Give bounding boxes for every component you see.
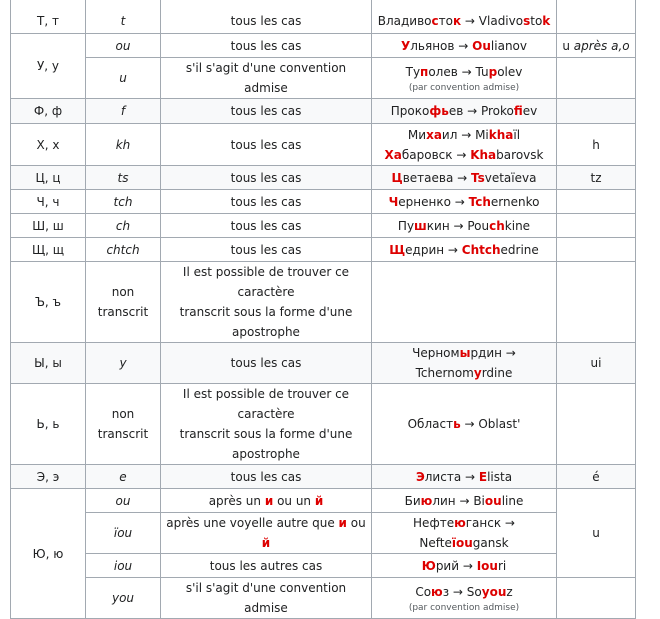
text-segment: ганск → Nefte: [419, 516, 515, 550]
condition: tous les cas: [161, 190, 372, 214]
cyrillic-letter: Ф, ф: [11, 99, 86, 124]
text-segment: Област: [407, 417, 454, 431]
highlighted-letters: с: [431, 14, 439, 28]
highlighted-letters: Ч: [388, 194, 399, 209]
note-cell: tz: [557, 166, 636, 190]
text-segment: lianov: [490, 38, 527, 53]
note-cell: [557, 384, 636, 465]
latin-transcription: y: [86, 343, 161, 384]
text-segment: olev: [497, 65, 523, 79]
text-segment: ou un: [273, 493, 315, 508]
highlighted-letters: У: [400, 38, 411, 53]
text-segment: Ту: [405, 65, 421, 79]
text-segment: line: [501, 493, 524, 508]
condition: tous les cas: [161, 124, 372, 166]
note-cell: u: [557, 489, 636, 578]
note-cell: [557, 262, 636, 343]
highlighted-letters: s: [523, 14, 531, 28]
text-segment: ou: [346, 516, 366, 530]
text-segment: Би: [404, 493, 421, 508]
condition: tous les cas: [161, 343, 372, 384]
table-row: [11, 166, 636, 190]
highlighted-letters: ха: [426, 127, 442, 142]
example: [372, 99, 557, 124]
cyrillic-letter: Ш, ш: [11, 214, 86, 238]
note-cell: [557, 58, 636, 99]
highlighted-letters: Ха: [384, 147, 402, 162]
table-row: [11, 262, 636, 343]
table-row: [11, 124, 636, 166]
condition: Il est possible de trouver ce caractère transcrit sous la forme d'une apostrophe: [161, 384, 372, 465]
highlighted-letters: ïou: [451, 536, 473, 550]
highlighted-letters: Kha: [470, 147, 497, 162]
latin-transcription: kh: [86, 124, 161, 166]
cyrillic-letter: Ю, ю: [11, 489, 86, 619]
text-segment: Пу: [397, 218, 415, 233]
text-segment: ri: [497, 558, 507, 573]
text-segment: Со: [415, 585, 432, 599]
highlighted-letters: п: [420, 65, 429, 79]
condition: s'il s'agit d'une convention admise: [161, 58, 372, 99]
text-segment: ernenko: [490, 194, 540, 209]
highlighted-letters: y: [473, 366, 482, 380]
highlighted-letters: ou: [484, 493, 502, 508]
note-cell: [557, 190, 636, 214]
text-segment: листа →: [424, 469, 479, 484]
text-segment: ерненко →: [398, 194, 469, 209]
text-segment: to: [530, 14, 543, 28]
highlighted-letters: ь: [453, 417, 461, 431]
highlighted-letters: к: [452, 14, 462, 28]
text-segment: kine: [504, 218, 531, 233]
text-segment: ev: [522, 104, 538, 118]
highlighted-letters: ю: [454, 516, 466, 530]
note-cell: é: [557, 465, 636, 489]
latin-transcription: non transcrit: [86, 384, 161, 465]
table-row: [11, 214, 636, 238]
text-segment: barovsk: [496, 147, 544, 162]
cyrillic-letter: Т, т: [11, 0, 86, 34]
latin-transcription: ch: [86, 214, 161, 238]
text-segment: Черном: [412, 346, 460, 360]
text-segment: Проко: [390, 104, 430, 118]
highlighted-letters: fi: [513, 104, 523, 118]
text-segment: едрин →: [405, 242, 462, 257]
cyrillic-letter: Ч, ч: [11, 190, 86, 214]
table-row: [11, 513, 636, 554]
text-segment: рдин → Tchernom: [415, 346, 516, 380]
latin-transcription: you: [86, 578, 161, 619]
table-row: [11, 489, 636, 513]
table-row: [11, 190, 636, 214]
table-row: [11, 384, 636, 465]
latin-transcription: u: [86, 58, 161, 99]
example: [372, 343, 557, 384]
table-row: [11, 99, 636, 124]
highlighted-letters: Ou: [472, 38, 491, 53]
highlighted-letters: Э: [415, 469, 425, 484]
note-cell: ui: [557, 343, 636, 384]
example: [372, 384, 557, 465]
cyrillic-letter: Ь, ь: [11, 384, 86, 465]
table-row: [11, 554, 636, 578]
condition: s'il s'agit d'une convention admise: [161, 578, 372, 619]
example: [372, 0, 557, 34]
text-segment: →: [454, 38, 473, 53]
text-segment: → Vladivo: [461, 14, 524, 28]
latin-transcription: t: [86, 0, 161, 34]
example: [372, 465, 557, 489]
text-segment: z: [506, 585, 513, 599]
condition: tous les cas: [161, 238, 372, 262]
text-segment: Нефте: [413, 516, 455, 530]
latin-transcription: tch: [86, 190, 161, 214]
latin-transcription: ts: [86, 166, 161, 190]
table-row: [11, 34, 636, 58]
note-cell: [557, 0, 636, 34]
text-segment: après un: [208, 493, 265, 508]
table-row: [11, 465, 636, 489]
example: [372, 489, 557, 513]
cyrillic-letter: Ц, ц: [11, 166, 86, 190]
example: [372, 166, 557, 190]
latin-transcription: iou: [86, 554, 161, 578]
cyrillic-letter: Х, х: [11, 124, 86, 166]
highlighted-letters: Ts: [470, 170, 485, 185]
highlighted-letters: ch: [489, 218, 505, 233]
text-segment: ïl: [513, 127, 521, 142]
text-segment: ил → Mi: [441, 127, 489, 142]
condition: tous les cas: [161, 166, 372, 190]
highlighted-letters: k: [542, 14, 551, 28]
highlighted-letters: you: [481, 585, 507, 599]
highlighted-letters: и: [338, 516, 347, 530]
highlighted-letters: Ю: [421, 558, 436, 573]
condition: tous les cas: [161, 99, 372, 124]
condition: [161, 513, 372, 554]
condition: tous les cas: [161, 465, 372, 489]
condition: tous les cas: [161, 0, 372, 34]
highlighted-letters: E: [478, 469, 488, 484]
note-cell: [557, 214, 636, 238]
note-cell: h: [557, 124, 636, 166]
text-segment: рий →: [435, 558, 477, 573]
text-segment: Владиво: [377, 14, 432, 28]
text-segment: кин → Pou: [426, 218, 490, 233]
note-cell: [557, 99, 636, 124]
example: [372, 124, 557, 166]
text-segment: edrine: [500, 242, 539, 257]
example: Союз → Soyouz (par convention admise): [372, 578, 557, 619]
latin-transcription: f: [86, 99, 161, 124]
note-cell: u après a,o: [557, 34, 636, 58]
transliteration-table: [10, 0, 636, 619]
table-row: [11, 58, 636, 99]
highlighted-letters: ю: [420, 493, 433, 508]
highlighted-letters: ы: [459, 346, 471, 360]
latin-transcription: non transcrit: [86, 262, 161, 343]
table-row: [11, 0, 636, 34]
text-segment: з → So: [442, 585, 482, 599]
highlighted-letters: Iou: [476, 558, 498, 573]
highlighted-letters: Chtch: [461, 242, 501, 257]
text-segment: баровск →: [401, 147, 471, 162]
cyrillic-letter: У, у: [11, 34, 86, 99]
text-segment: то: [438, 14, 453, 28]
condition: Il est possible de trouver ce caractère transcrit sous la forme d'une apostrophe: [161, 262, 372, 343]
cyrillic-letter: Щ, щ: [11, 238, 86, 262]
latin-transcription: ïou: [86, 513, 161, 554]
highlighted-letters: и: [264, 493, 274, 508]
text-segment: → Oblast': [460, 417, 521, 431]
highlighted-letters: Щ: [389, 242, 406, 257]
condition: [161, 489, 372, 513]
example: [372, 513, 557, 554]
example: [372, 262, 557, 343]
highlighted-letters: ю: [431, 585, 443, 599]
latin-transcription: ou: [86, 489, 161, 513]
cyrillic-letter: Э, э: [11, 465, 86, 489]
condition: tous les autres cas: [161, 554, 372, 578]
cyrillic-letter: Ы, ы: [11, 343, 86, 384]
table-row: [11, 238, 636, 262]
text-segment: льянов: [410, 38, 455, 53]
text-segment: ветаева →: [402, 170, 471, 185]
highlighted-letters: фь: [429, 104, 449, 118]
cyrillic-letter: Ъ, ъ: [11, 262, 86, 343]
text-segment: rdine: [481, 366, 513, 380]
example: [372, 554, 557, 578]
highlighted-letters: Tch: [468, 194, 491, 209]
text-segment: олев → Tu: [428, 65, 489, 79]
highlighted-letters: p: [488, 65, 498, 79]
condition: tous les cas: [161, 214, 372, 238]
highlighted-letters: ш: [414, 218, 427, 233]
highlighted-letters: Ц: [391, 170, 403, 185]
table-row: [11, 343, 636, 384]
latin-transcription: e: [86, 465, 161, 489]
note-cell: [557, 578, 636, 619]
highlighted-letters: й: [314, 493, 324, 508]
condition: tous les cas: [161, 34, 372, 58]
text-segment: après une voyelle autre que: [166, 516, 339, 530]
text-segment: лин → Bi: [432, 493, 485, 508]
example: [372, 214, 557, 238]
example: [372, 190, 557, 214]
text-segment: vetaïeva: [484, 170, 537, 185]
note-cell: [557, 238, 636, 262]
example: Туполев → Tupolev (par convention admise): [372, 58, 557, 99]
text-segment: ев → Proko: [448, 104, 514, 118]
table-row: [11, 578, 636, 619]
latin-transcription: chtch: [86, 238, 161, 262]
latin-transcription: ou: [86, 34, 161, 58]
example: [372, 34, 557, 58]
text-segment: lista: [487, 469, 513, 484]
text-segment: Ми: [407, 127, 427, 142]
example: [372, 238, 557, 262]
highlighted-letters: kha: [488, 127, 514, 142]
highlighted-letters: й: [261, 536, 271, 550]
text-segment: gansk: [472, 536, 509, 550]
